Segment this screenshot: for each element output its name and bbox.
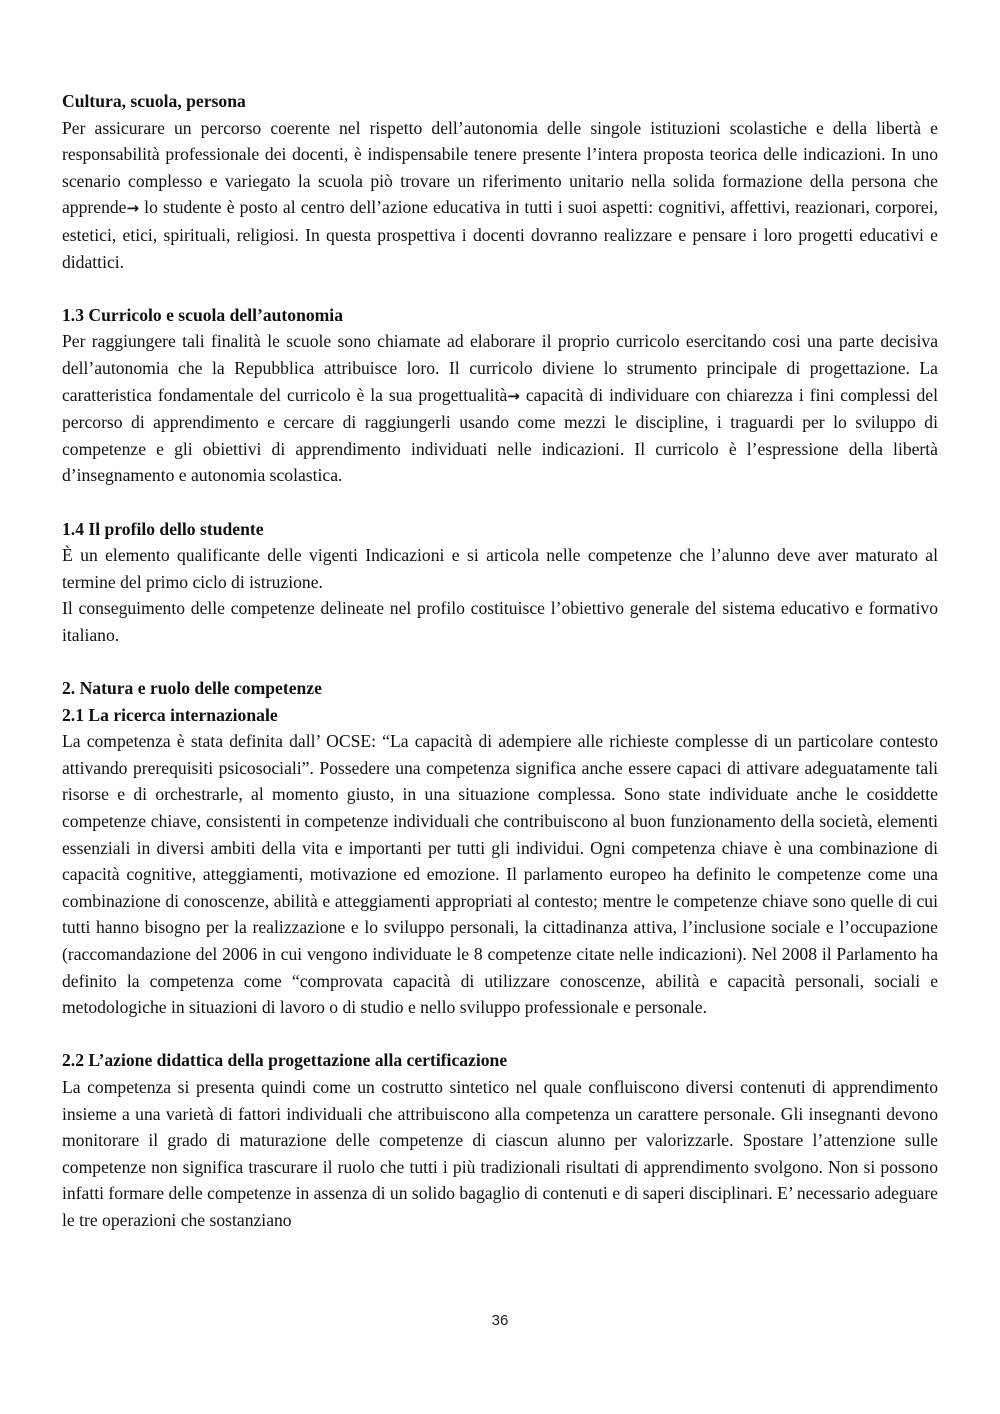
document-page bbox=[62, 88, 938, 1234]
paragraph: È un elemento qualificante delle vigenti Indicazioni e si articola nelle competenze che l’alunno deve aver maturato al termine del primo ciclo di istruzione. bbox=[62, 545, 938, 592]
paragraph: Il conseguimento delle competenze delineate nel profilo costituisce l’obiettivo generale del sistema educativo e formativo italiano. bbox=[62, 598, 938, 645]
section-heading: 2.2 L’azione didattica della progettazione alla certificazione bbox=[62, 1050, 508, 1071]
section-heading: 2. Natura e ruolo delle competenze bbox=[62, 678, 322, 699]
page-number: 36 bbox=[491, 1312, 509, 1329]
section-curricolo-autonomia bbox=[62, 302, 938, 489]
section-ricerca-internazionale bbox=[62, 702, 938, 1021]
section-profilo-studente bbox=[62, 516, 938, 649]
right-arrow-icon: → bbox=[507, 386, 520, 405]
section-heading: 2.1 La ricerca internazionale bbox=[62, 704, 278, 725]
right-arrow-icon: → bbox=[126, 199, 140, 218]
section-heading: 1.4 Il profilo dello studente bbox=[62, 518, 264, 539]
paragraph: La competenza è stata definita dall’ OCSE: “La capacità di adempiere alle richieste complesse di un particolare contesto attivando prerequisiti psicosociali”. Possedere una competenza significa anche essere capaci di attivare adeguatamente tali risorse e di orchestrarle, al momento giusto, in una situazione complessa. Sono state individuate anche le cosiddette competenze chiave, consistenti in competenze individuali che contribuiscono al buon funzionamento della società, elementi essenziali in diversi ambiti della vita e importanti per tutti gli individui. Ogni competenza chiave è una combinazione di capacità cognitive, atteggiamenti, motivazione ed emozione. Il parlamento europeo ha definito le competenze come una combinazione di conoscenze, abilità e atteggiamenti appropriati al contesto; mentre le competenze chiave sono quelle di cui tutti hanno bisogno per la realizzazione e lo sviluppo personali, la cittadinanza attiva, l’inclusione sociale e l’occupazione (raccomandazione del 2006 in cui vengono individuate le 8 competenze citate nelle indicazioni). Nel 2008 il Parlamento ha definito la competenza come “comprovata capacità di utilizzare conoscenze, abilità e capacità personali, sociali e metodologiche in situazioni di lavoro o di studio e nello sviluppo professionale e personale. bbox=[62, 731, 938, 1018]
section-heading: 1.3 Curricolo e scuola dell’autonomia bbox=[62, 304, 343, 325]
paragraph: Per assicurare un percorso coerente nel rispetto dell’autonomia delle singole istituzioni scolastiche e della libertà e responsabilità professionale dei docenti, è indispensabile tenere presente l’intera proposta teorica delle indicazioni. In uno scenario complesso e variegato la scuola piò trovare un riferimento unitario nella solida formazione della persona che apprende→ lo studente è posto al centro dell’azione educativa in tutti i suoi aspetti: cognitivi, affettivi, reazionari, corporei, estetici, etici, spirituali, religiosi. In questa prospettiva i docenti dovranno realizzare e pensare i loro progetti educativi e didattici. bbox=[62, 117, 938, 272]
paragraph: Per raggiungere tali finalità le scuole sono chiamate ad elaborare il proprio curricolo esercitando cosi una parte decisiva dell’autonomia che la Repubblica attribuisce loro. Il curricolo diviene lo strumento principale di progettazione. La caratteristica fondamentale del curricolo è la sua progettualità→ capacità di individuare con chiarezza i fini complessi del percorso di apprendimento e cercare di raggiungerli usando come mezzi le discipline, i traguardi per lo sviluppo di competenze e gli obiettivi di apprendimento individuati nelle indicazioni. Il curricolo è l’espressione della libertà d’insegnamento e autonomia scolastica. bbox=[62, 331, 939, 486]
section-azione-didattica bbox=[62, 1047, 938, 1233]
section-cultura-scuola-persona bbox=[62, 88, 938, 275]
paragraph: La competenza si presenta quindi come un costrutto sintetico nel quale confluiscono diversi contenuti di apprendimento insieme a una varietà di fattori individuali che attribuiscono alla competenza un carattere personale. Gli insegnanti devono monitorare il grado di maturazione delle competenze di ciascun alunno per valorizzarle. Spostare l’attenzione sulle competenze non significa trascurare il ruolo che tutti i più tradizionali risultati di apprendimento svolgono. Non si possono infatti formare delle competenze in assenza di un solido bagaglio di contenuti e di saperi disciplinari. E’ necessario adeguare le tre operazioni che sostanziano bbox=[62, 1076, 938, 1230]
section-heading: Cultura, scuola, persona bbox=[62, 91, 246, 111]
section-natura-ruolo-competenze bbox=[62, 675, 938, 702]
